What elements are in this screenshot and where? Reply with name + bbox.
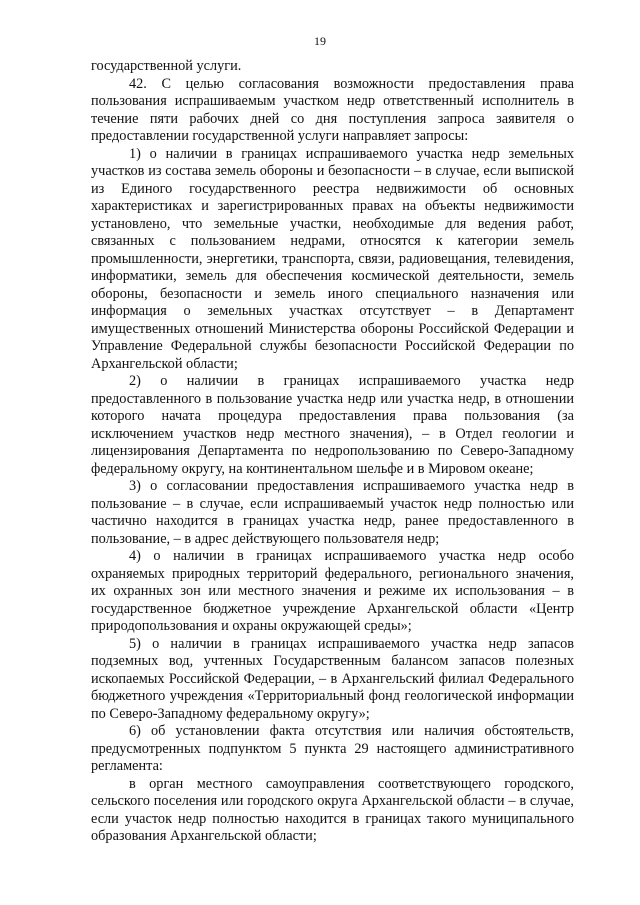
paragraph-continuation: государственной услуги. xyxy=(91,58,242,74)
paragraph-subitem-6: 6) об установлении факта отсутствия или наличия обстоятельств, предусмотренных подпунктом 5 пункта 29 настоящего административного регламента: xyxy=(91,723,574,774)
paragraph-subitem-1: 1) о наличии в границах испрашиваемого участка недр земельных участков из состава земель обороны и безопасности – в случае, если выпиской из Единого государственного реестра недвижимости об основных характеристиках и зарегистрированных правах на объекты недвижимости установлено, что земельные участки, необходимые для ведения работ, связанных с пользованием недрами, относятся к категории земель промышленности, энергетики, транспорта, связи, радиовещания, телевидения, информатики, земель для обеспечения космической деятельности, земель обороны, безопасности и земель иного специального назначения или информация о земельных участках отсутствует – в Департамент имущественных отношений Министерства обороны Российской Федерации и Управление Федеральной службы безопасности Российской Федерации по Архангельской области; xyxy=(91,145,574,372)
paragraph-subitem-4: 4) о наличии в границах испрашиваемого участка недр особо охраняемых природных территорий федерального, регионального значения, их охранных зон или местного значения и режиме их использования – в государственное бюджетное учреждение Архангельской области «Центр природопользования и охраны окружающей среды»; xyxy=(91,548,574,634)
paragraph-item-42: 42. С целью согласования возможности предоставления права пользования испрашиваемым участком недр ответственный исполнитель в течение пяти рабочих дней со дня поступления запроса заявителя о предоставлении государственной услуги направляет запросы: xyxy=(91,75,574,144)
page-number: 19 xyxy=(314,34,326,48)
paragraph-subitem-6-recipient: в орган местного самоуправления соответствующего городского, сельского поселения или городского округа Архангельской области – в случае, если участок недр полностью находится в границах такого муниципального образования Архангельской области; xyxy=(91,775,574,844)
paragraph-subitem-3: 3) о согласовании предоставления испрашиваемого участка недр в пользование – в случае, если испрашиваемый участок недр полностью или частично находится в границах участка недр, ранее предоставленного в пользование, – в адрес действующего пользователя недр; xyxy=(91,478,574,547)
paragraph-subitem-5: 5) о наличии в границах испрашиваемого участка недр запасов подземных вод, учтенных Государственным балансом запасов полезных ископаемых Российской Федерации, – в Архангельский филиал Федерального бюджетного учреждения «Территориальный фонд геологической информации по Северо-Западному федеральному округу»; xyxy=(91,635,574,722)
document-body xyxy=(91,58,574,846)
paragraph-subitem-2: 2) о наличии в границах испрашиваемого участка недр предоставленного в пользование участка недр или участка недр, в отношении которого начата процедура предоставления права пользования (за исключением участков недр местного значения), – в Отдел геологии и лицензирования Департамента по недропользованию по Северо-Западному федеральному округу, на континентальном шельфе и в Мировом океане; xyxy=(91,373,574,477)
